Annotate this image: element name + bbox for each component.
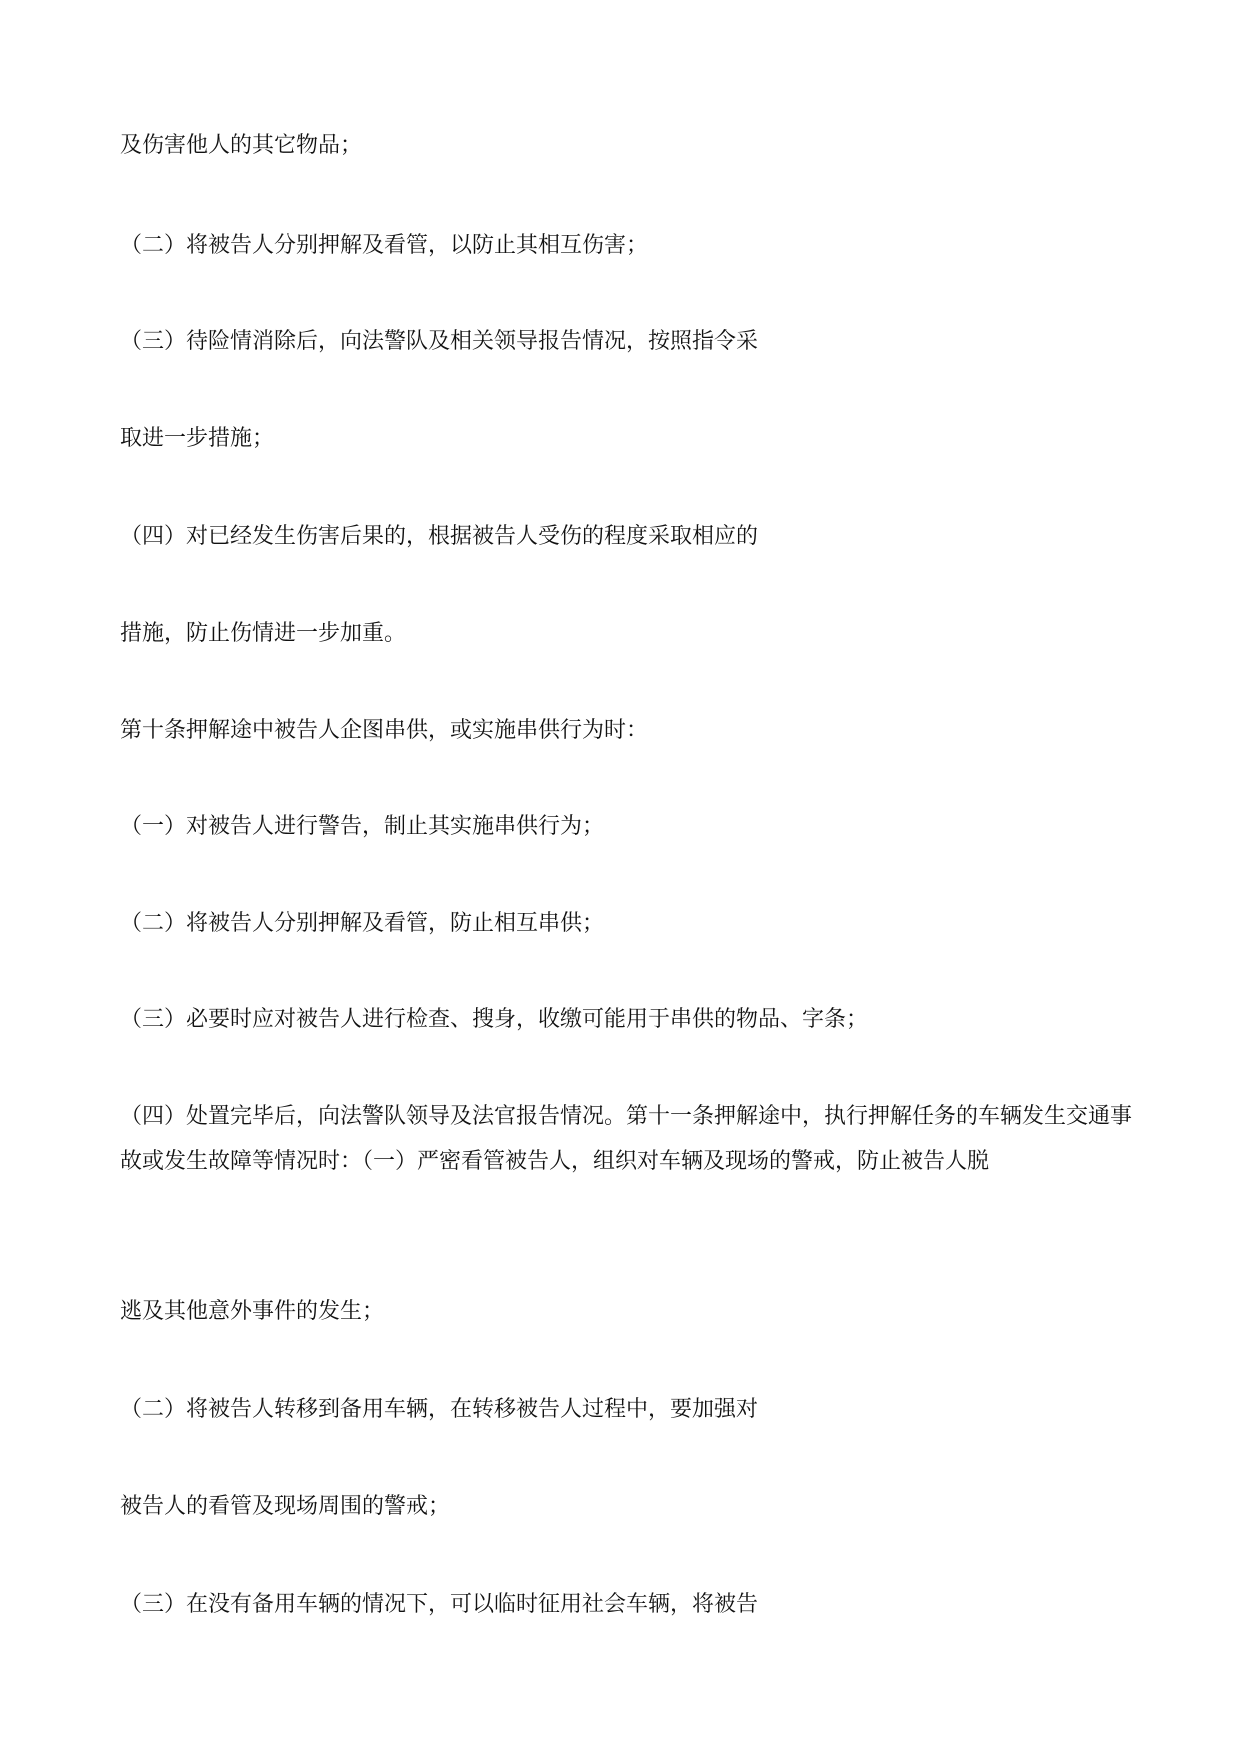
paragraph-line: 被告人的看管及现场周围的警戒； bbox=[120, 1494, 451, 1519]
paragraph-line: 及伤害他人的其它物品； bbox=[120, 133, 363, 158]
paragraph-line: （三）必要时应对被告人进行检查、搜身，收缴可能用于串供的物品、字条； bbox=[120, 1007, 869, 1032]
paragraph-line: 逃及其他意外事件的发生； bbox=[120, 1299, 385, 1324]
paragraph-line: （二）将被告人分别押解及看管，以防止其相互伤害； bbox=[120, 233, 649, 258]
paragraph-line: 措施，防止伤情进一步加重。 bbox=[120, 621, 407, 646]
paragraph-line: 取进一步措施； bbox=[120, 426, 275, 451]
paragraph-line: 第十条押解途中被告人企图串供，或实施串供行为时： bbox=[120, 718, 649, 743]
paragraph-line: （一）对被告人进行警告，制止其实施串供行为； bbox=[120, 814, 605, 839]
paragraph-line: （四）对已经发生伤害后果的，根据被告人受伤的程度采取相应的 bbox=[120, 524, 759, 549]
paragraph-line: （三）在没有备用车辆的情况下，可以临时征用社会车辆，将被告 bbox=[120, 1592, 759, 1617]
paragraph-block: （四）处置完毕后，向法警队领导及法官报告情况。第十一条押解途中，执行押解任务的车辆发生交通事故或发生故障等情况时：（一）严密看管被告人，组织对车辆及现场的警戒，防止被告人脱 bbox=[120, 1104, 1133, 1174]
paragraph-line: （三）待险情消除后，向法警队及相关领导报告情况，按照指令采 bbox=[120, 329, 759, 354]
paragraph-line: （二）将被告人转移到备用车辆，在转移被告人过程中，要加强对 bbox=[120, 1397, 759, 1422]
paragraph-line: （二）将被告人分别押解及看管，防止相互串供； bbox=[120, 911, 605, 936]
